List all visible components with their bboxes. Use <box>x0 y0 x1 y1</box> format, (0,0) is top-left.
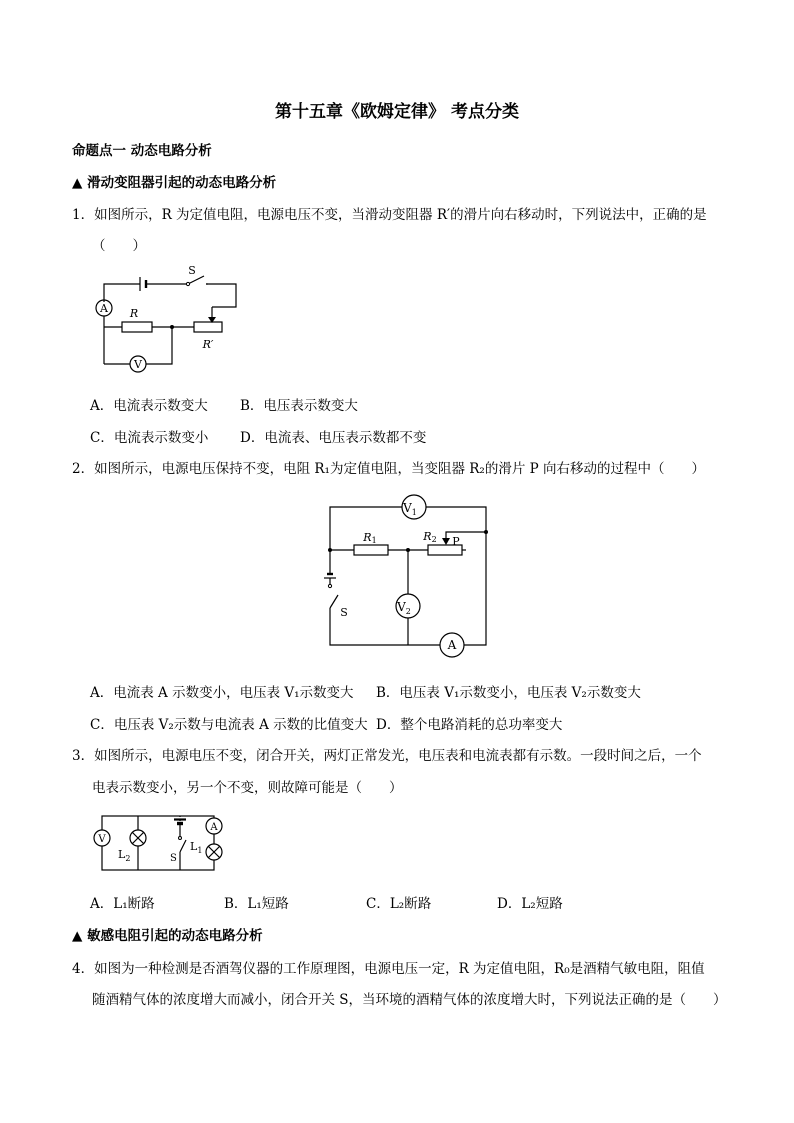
q2-option-b[interactable]: B．电压表 V₁示数变小，电压表 V₂示数变大 <box>376 685 641 701</box>
q1-option-d[interactable]: D．电流表、电压表示数都不变 <box>240 430 427 446</box>
voltmeter-v2-label: $V_2$ <box>397 600 411 616</box>
question-1-text: 1．如图所示，R 为定值电阻，电源电压不变，当滑动变阻器 R′的滑片向右移动时，下列说法中，正确的是 <box>72 207 707 223</box>
subsection-heading-2: ▲ 敏感电阻引起的动态电路分析 <box>72 928 263 944</box>
voltmeter-v1-label: $V_1$ <box>403 501 417 517</box>
question-4-text: 4．如图为一种检测是否酒驾仪器的工作原理图，电源电压一定，R 为定值电阻，R₀是酒精气敏电阻，阻值 <box>72 961 705 977</box>
voltmeter-label: V <box>134 358 142 371</box>
question-2-text: 2．如图所示，电源电压保持不变，电阻 R₁为定值电阻，当变阻器 R₂的滑片 P 向右移动的过程中（ ） <box>72 461 705 477</box>
q3-option-b[interactable]: B．L₁短路 <box>224 896 289 912</box>
question-3-text-cont: 电表示数变小，另一个不变，则故障可能是（ ） <box>92 780 403 796</box>
question-3-circuit-diagram <box>88 808 228 874</box>
ammeter-label: A <box>447 638 457 652</box>
question-2-circuit-diagram <box>318 490 498 660</box>
rheostat-r2-label: R2 <box>423 530 437 544</box>
q1-option-b[interactable]: B．电压表示数变大 <box>240 398 358 414</box>
section-heading: 命题点一 动态电路分析 <box>72 143 212 159</box>
resistor-label: R <box>129 307 139 320</box>
question-1-blank: （ ） <box>92 238 146 254</box>
lamp-l2-label: $L_2$ <box>118 848 131 863</box>
q2-option-c[interactable]: C．电压表 V₂示数与电流表 A 示数的比值变大 <box>90 717 368 733</box>
q3-option-c[interactable]: C．L₂断路 <box>366 896 432 912</box>
switch-label: S <box>340 606 348 619</box>
ammeter-label: A <box>210 822 218 833</box>
switch-label: S <box>170 853 177 864</box>
page-title: 第十五章《欧姆定律》 考点分类 <box>275 102 519 122</box>
q3-option-d[interactable]: D．L₂短路 <box>497 896 563 912</box>
switch-label: S <box>188 264 196 277</box>
q2-option-d[interactable]: D．整个电路消耗的总功率变大 <box>376 717 563 733</box>
resistor-r1-label: R1 <box>363 531 377 545</box>
q1-option-c[interactable]: C．电流表示数变小 <box>90 430 209 446</box>
question-3-text: 3．如图所示，电源电压不变，闭合开关，两灯正常发光，电压表和电流表都有示数。一段时间之后，一个 <box>72 748 702 764</box>
voltmeter-label: V <box>98 834 106 845</box>
ammeter-label: A <box>100 302 108 315</box>
q1-option-a[interactable]: A．电流表示数变大 <box>90 398 208 414</box>
question-4-text-cont: 随酒精气体的浓度增大而减小，闭合开关 S，当环境的酒精气体的浓度增大时，下列说法正确的是（ ） <box>92 992 727 1008</box>
question-1-circuit-diagram <box>88 262 248 380</box>
lamp-l1-label: $L_1$ <box>190 840 203 855</box>
slider-p-label: P <box>452 535 460 548</box>
subsection-heading-1: ▲ 滑动变阻器引起的动态电路分析 <box>72 175 277 191</box>
q3-option-a[interactable]: A．L₁断路 <box>90 896 155 912</box>
rheostat-label: R′ <box>202 338 214 351</box>
q2-option-a[interactable]: A．电流表 A 示数变小，电压表 V₁示数变大 <box>90 685 354 701</box>
